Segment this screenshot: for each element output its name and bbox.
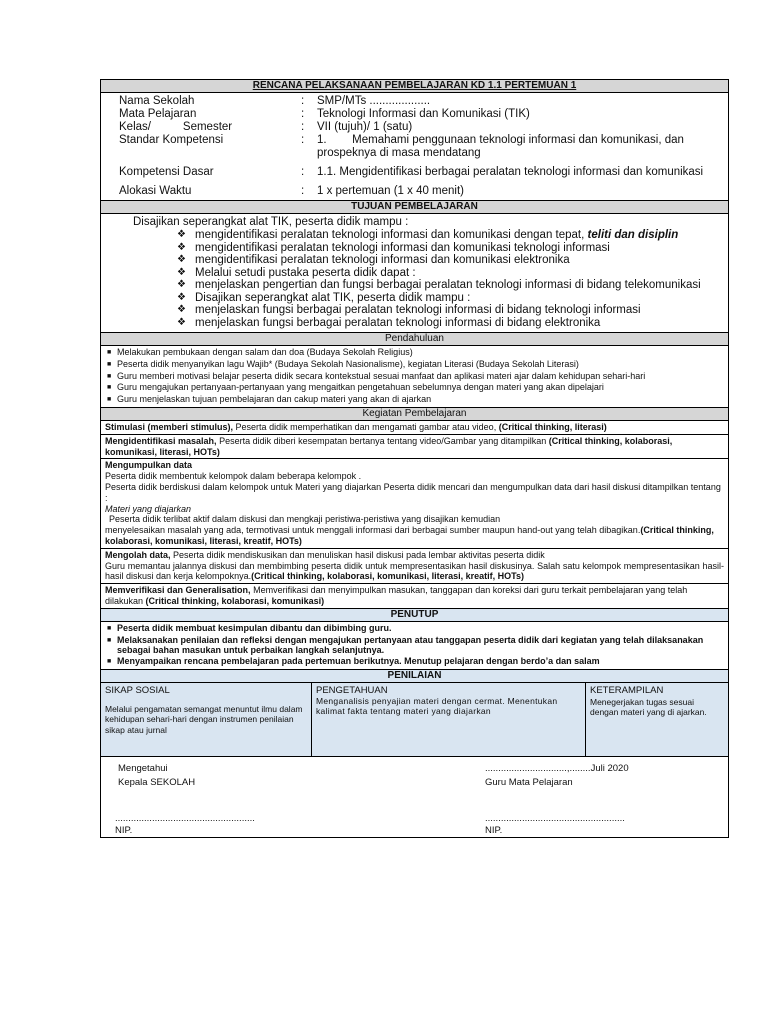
info-colon: : [301,121,305,133]
document-title: RENCANA PELAKSANAAN PEMBELAJARAN KD 1.1 PERTEMUAN 1 [252,80,577,91]
tujuan-emphasis: teliti dan disiplin [587,229,679,241]
tujuan-item: ❖ menjelaskan fungsi berbagai peralatan teknologi informasi di bidang teknologi informasi [105,304,724,317]
kumpul-label: Mengumpulkan data [105,460,193,471]
pendahuluan-section [101,346,728,408]
stimulasi-row [101,421,728,435]
kumpul-data-row [101,459,728,548]
info-value: Teknologi Informasi dan Komunikasi (TIK) [317,108,530,120]
identifikasi-text: Peserta didik diberi kesempatan bertanya tentang video/Gambar yang ditampilkan [219,435,547,446]
pendahuluan-item: ■ Guru mengajukan pertanyaan-pertanyaan yang mengaitkan pengetahuan sebelumnya dengan materi yang akan dipelajari [107,382,604,393]
pendahuluan-item: ■ Peserta didik menyanyikan lagu Wajib* (Budaya Sekolah Nasionalisme), kegiatan Literasi (Budaya Sekolah Literasi) [107,358,579,369]
info-row [101,166,728,179]
kumpul-text: Peserta didik terlibat aktif dalam diskusi dan mengkaji peristiwa-peristiwa yang disajikan kemudian [109,514,501,525]
tujuan-section [101,214,728,333]
sikap-sosial-cell [101,683,312,756]
info-colon: : [301,95,305,107]
stimulasi-text: Peserta didik memperhatikan dan mengamati gambar atau video, [235,421,497,432]
olah-data-row [101,549,728,584]
diamond-bullet-icon: ❖ [177,229,186,240]
tujuan-intro: Disajikan seperangkat alat TIK, peserta didik mampu : [133,216,409,228]
penutup-item: ■ Menyampaikan rencana pembelajaran pada pertemuan berikutnya. Menutup pelajaran dengan berdo’a dan salam [107,656,600,667]
tujuan-item: ❖ Disajikan seperangkat alat TIK, peserta didik mampu : [105,292,724,305]
verif-label: Memverifikasi dan Generalisation, [105,585,251,596]
info-colon: : [301,134,305,146]
info-row [101,121,728,134]
kumpul-materi: Materi yang diajarkan [105,503,192,514]
square-bullet-icon: ■ [107,396,112,404]
keterampilan-text: Menegerjakan tugas sesuai dengan materi yang di ajarkan. [590,696,707,718]
kumpul-text: menyelesaikan masalah yang ada, termotivasi untuk menggali informasi dari berbagai sumber maupun hand-out yang telah dibagikan. [105,525,641,536]
diamond-outline-bullet-icon: ❖ [177,316,186,328]
keterampilan-cell [586,683,728,756]
square-bullet-icon: ■ [107,372,112,380]
tujuan-item: ❖ mengidentifikasi peralatan teknologi informasi dan komunikasi teknologi informasi [105,242,724,255]
diamond-outline-bullet-icon: ❖ [177,254,186,265]
info-label: Kelas/ Semester [119,121,233,133]
kegiatan-header: Kegiatan Pembelajaran [101,408,728,421]
pendahuluan-item: ■ Melakukan pembukaan dengan salam dan doa (Budaya Sekolah Religius) [107,347,413,357]
penutup-header: PENUTUP [101,609,728,622]
kumpul-tag: (Critical thinking, kolaborasi, komunikasi, literasi, kreatif, HOTs) [105,525,714,546]
pendahuluan-item: ■ Guru memberi motivasi belajar peserta didik secara kontekstual sesuai manfaat dan aplikasi materi ajar dalam kehidupan sehari-hari [107,370,646,381]
kumpul-text: Peserta didik berdiskusi dalam kelompok untuk Materi yang diajarkan Peserta didik mencari dan mengumpulkan data dari hasil diskusi ditampilkan tentang : [105,481,721,503]
keterampilan-title: KETERAMPILAN [590,684,664,696]
mengetahui-label: Mengetahui [118,762,168,774]
diamond-outline-bullet-icon: ❖ [177,279,186,290]
sikap-sosial-text: Melalui pengamatan semangat menuntut ilmu dalam kehidupan sehari-hari dengan instrumen penilaian sikap atau jurnal [105,703,303,735]
info-colon: : [301,185,305,197]
pendahuluan-header: Pendahuluan [101,333,728,346]
info-value: VII (tujuh)/ 1 (satu) [317,121,413,133]
diamond-outline-bullet-icon: ❖ [177,241,186,253]
penutup-item: ■ Melaksanakan penilaian dan refleksi dengan mengajukan pertanyaan atau tanggapan peserta didik dari kegiatan yang telah dilaksanakan sebagai bahan masukan untuk perbaikan langkah selanjutnya. [107,634,704,656]
tujuan-item: ❖ Melalui setudi pustaka peserta didik dapat : [105,267,724,280]
rpp-document [100,79,729,838]
olah-label: Mengolah data, [105,549,171,560]
nip-left: NIP. [115,824,133,836]
signature-section [101,757,728,837]
tujuan-item-text: mengidentifikasi peralatan teknologi informasi dan komunikasi dengan tepat, [195,229,585,241]
pengetahuan-cell [312,683,586,756]
info-colon: : [301,166,305,178]
tujuan-header: TUJUAN PEMBELAJARAN [101,201,728,214]
identifikasi-tag: (Critical thinking, kolaborasi, komunikasi, literasi, HOTs) [105,435,673,457]
olah-text: Guru memantau jalannya diskusi dan membimbing peserta didik untuk mempresentasikan hasil diskusinya. Salah satu kelompok mempresentasikan hasil-hasil diskusi dan kerja kelompoknya. [105,560,724,582]
signature-date: ...............................,........Juli 2020 [485,762,629,774]
info-value: SMP/MTs ................... [317,95,431,107]
square-bullet-icon: ■ [107,349,112,356]
identifikasi-label: Mengidentifikasi masalah, [105,435,217,446]
info-label: Nama Sekolah [119,95,195,107]
olah-tag: (Critical thinking, kolaborasi, komunikasi, literasi, kreatif, HOTs) [251,571,524,582]
pengetahuan-text: Menganalisis penyajian materi dengan cermat. Menentukan kalimat fakta tentang materi yang diajarkan [316,695,558,717]
square-bullet-icon: ■ [107,384,112,392]
info-row [101,95,728,108]
info-row [101,185,728,198]
penutup-item: ■ Peserta didik membuat kesimpulan dibantu dan dibimbing guru. [107,622,392,633]
square-bullet-icon: ■ [107,636,112,644]
info-label: Mata Pelajaran [119,108,197,120]
pengetahuan-title: PENGETAHUAN [316,684,388,696]
signature-line-left: ..................................................... [115,812,255,824]
info-label: Alokasi Waktu [119,185,192,197]
verif-text: Memverifikasi dan menyimpulkan masukan, tanggapan dan koreksi dari guru terkait pembelajaran yang telah dilakukan [105,585,688,606]
tujuan-item [105,229,724,242]
info-label: Kompetensi Dasar [119,166,214,178]
info-colon: : [301,108,305,120]
diamond-outline-bullet-icon: ❖ [177,291,186,303]
tujuan-item: ❖ mengidentifikasi peralatan teknologi informasi dan komunikasi elektronika [105,254,724,267]
square-bullet-icon: ■ [107,658,112,666]
tujuan-item: ❖ menjelaskan pengertian dan fungsi berbagai peralatan teknologi informasi di bidang telekomunikasi [105,279,724,292]
info-value: 1. Memahami penggunaan teknologi informasi dan komunikasi, dan prospeknya di masa mendatang [317,134,688,159]
nip-right: NIP. [485,824,503,836]
kepala-sekolah-label: Kepala SEKOLAH [118,776,196,788]
info-value: 1.1. Mengidentifikasi berbagai peralatan teknologi informasi dan komunikasi [317,166,704,178]
info-label: Standar Kompetensi [119,134,224,146]
stimulasi-label: Stimulasi (memberi stimulus), [105,421,234,432]
pendahuluan-item: ■ Guru menjelaskan tujuan pembelajaran dan cakup materi yang akan di ajarkan [107,394,432,405]
kumpul-text: Peserta didik membentuk kelompok dalam beberapa kelompok . [105,471,362,482]
signature-line-right: ..................................................... [485,812,625,824]
verif-tag: (Critical thinking, kolaborasi, komunikasi) [145,595,325,606]
identifikasi-row [101,435,728,460]
penilaian-header: PENILAIAN [101,670,728,683]
penilaian-section [101,683,728,757]
identity-section [101,93,728,201]
diamond-outline-bullet-icon: ❖ [177,304,186,315]
info-value: 1 x pertemuan (1 x 40 menit) [317,185,465,197]
stimulasi-tag: (Critical thinking, literasi) [498,421,607,432]
olah-text: Peserta didik mendiskusikan dan menuliskan hasil diskusi pada lembar aktivitas peserta didik [173,549,545,560]
info-row [101,134,728,160]
diamond-outline-bullet-icon: ❖ [177,266,186,278]
tujuan-item: ❖ menjelaskan fungsi berbagai peralatan teknologi informasi di bidang elektronika [105,317,724,330]
info-row [101,108,728,121]
document-title-row [101,80,728,93]
penutup-section [101,622,728,670]
square-bullet-icon: ■ [107,624,112,632]
sikap-sosial-title: SIKAP SOSIAL [105,684,170,696]
guru-label: Guru Mata Pelajaran [485,776,573,788]
square-bullet-icon: ■ [107,360,112,368]
verifikasi-row [101,584,728,609]
